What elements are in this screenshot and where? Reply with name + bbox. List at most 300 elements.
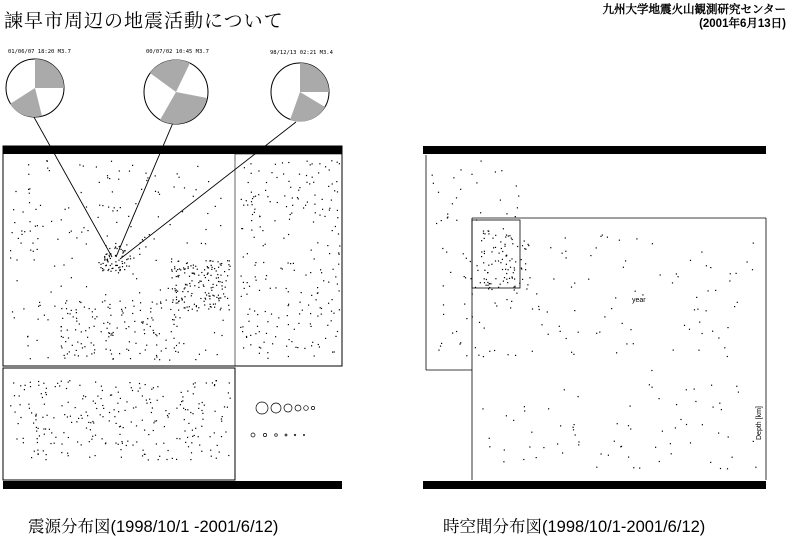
epicenter-dot [720, 468, 721, 469]
epicenter-dot [143, 321, 144, 322]
epicenter-dot [106, 265, 107, 266]
epicenter-dot [181, 392, 182, 393]
epicenter-dot [289, 339, 290, 340]
epicenter-dot [229, 269, 230, 270]
epicenter-dot [171, 331, 172, 332]
epicenter-dot [573, 354, 574, 355]
epicenter-dot [53, 417, 54, 418]
epicenter-dot [70, 416, 71, 417]
epicenter-dot [75, 329, 76, 330]
epicenter-dot [155, 175, 156, 176]
epicenter-dot [214, 332, 215, 333]
epicenter-dot [338, 233, 339, 234]
epicenter-dot [241, 276, 242, 277]
epicenter-dot [83, 395, 84, 396]
epicenter-dot [135, 203, 136, 204]
epicenter-dot [147, 318, 148, 319]
epicenter-dot [45, 459, 46, 460]
epicenter-dot [212, 267, 213, 268]
epicenter-dot [443, 285, 444, 286]
epicenter-dot [159, 359, 160, 360]
epicenter-dot [111, 353, 112, 354]
epicenter-dot [96, 166, 97, 167]
epicenter-dot [133, 407, 134, 408]
epicenter-dot [309, 183, 310, 184]
epicenter-dot [76, 421, 77, 422]
epicenter-dot [18, 238, 19, 239]
epicenter-dot [251, 192, 252, 193]
epicenter-dot [219, 452, 220, 453]
epicenter-dot [47, 161, 48, 162]
epicenter-dot [324, 216, 325, 217]
epicenter-dot [484, 253, 485, 254]
epicenter-dot [339, 245, 340, 246]
epicenter-dot [498, 287, 499, 288]
epicenter-dot [188, 266, 189, 267]
epicenter-dot [250, 335, 251, 336]
epicenter-dot [308, 305, 309, 306]
epicenter-dot [156, 355, 157, 356]
epicenter-dot [184, 296, 185, 297]
epicenter-dot [712, 331, 713, 332]
epicenter-dot [578, 441, 579, 442]
epicenter-dot [38, 428, 39, 429]
epicenter-dot [81, 331, 82, 332]
epicenter-dot [104, 257, 105, 258]
epicenter-dot [543, 447, 544, 448]
epicenter-dot [86, 286, 87, 287]
epicenter-dot [199, 354, 200, 355]
epicenter-dot [713, 407, 714, 408]
epicenter-dot [522, 279, 523, 280]
epicenter-dot [117, 210, 118, 211]
epicenter-dot [144, 430, 145, 431]
epicenter-dot [174, 288, 175, 289]
epicenter-dot [135, 343, 136, 344]
epicenter-dot [191, 442, 192, 443]
epicenter-dot [246, 200, 247, 201]
epicenter-dot [278, 317, 279, 318]
epicenter-dot [481, 256, 482, 257]
epicenter-dot [509, 278, 510, 279]
epicenter-dot [195, 266, 196, 267]
epicenter-dot [160, 303, 161, 304]
epicenter-dot [43, 450, 44, 451]
epicenter-dot [156, 356, 157, 357]
epicenter-dot [311, 326, 312, 327]
epicenter-dot [252, 214, 253, 215]
epicenter-dot [209, 298, 210, 299]
epicenter-dot [124, 321, 125, 322]
epicenter-dot [132, 313, 133, 314]
epicenter-dot [154, 421, 155, 422]
epicenter-dot [194, 274, 195, 275]
epicenter-dot [219, 300, 220, 301]
epicenter-dot [619, 240, 620, 241]
epicenter-dot [300, 302, 301, 303]
epicenter-dot [35, 415, 36, 416]
epicenter-dot [165, 348, 166, 349]
epicenter-dot [249, 286, 250, 287]
epicenter-dot [652, 243, 653, 244]
epicenter-dot [319, 346, 320, 347]
epicenter-dot [195, 428, 196, 429]
epicenter-dot [263, 262, 264, 263]
epicenter-dot [706, 310, 707, 311]
epicenter-dot [636, 238, 637, 239]
epicenter-dot [288, 304, 289, 305]
epicenter-dot [267, 352, 268, 353]
epicenter-dot [525, 263, 526, 264]
epicenter-dot [506, 213, 507, 214]
epicenter-dot [91, 353, 92, 354]
epicenter-dot [514, 286, 515, 287]
epicenter-dot [288, 324, 289, 325]
epicenter-dot [202, 419, 203, 420]
epicenter-dot [83, 227, 84, 228]
epicenter-dot [29, 221, 30, 222]
epicenter-dot [266, 182, 267, 183]
epicenter-dot [193, 393, 194, 394]
epicenter-dot [114, 409, 115, 410]
epicenter-dot [182, 400, 183, 401]
epicenter-dot [88, 422, 89, 423]
epicenter-dot [338, 264, 339, 265]
epicenter-dot [70, 313, 71, 314]
epicenter-dot [307, 202, 308, 203]
epicenter-dot [193, 383, 194, 384]
epicenter-dot [114, 207, 115, 208]
epicenter-dot [81, 343, 82, 344]
epicenter-dot [630, 329, 631, 330]
epicenter-dot [179, 317, 180, 318]
epicenter-dot [39, 302, 40, 303]
epicenter-dot [207, 266, 208, 267]
epicenter-dot [333, 269, 334, 270]
epicenter-dot [95, 403, 96, 404]
epicenter-dot [250, 344, 251, 345]
epicenter-dot [81, 444, 82, 445]
epicenter-dot [91, 342, 92, 343]
epicenter-dot [601, 453, 602, 454]
epicenter-dot [110, 350, 111, 351]
epicenter-dot [539, 309, 540, 310]
epicenter-dot [28, 404, 29, 405]
epicenter-dot [173, 324, 174, 325]
epicenter-dot [265, 311, 266, 312]
epicenter-dot [328, 186, 329, 187]
epicenter-dot [30, 382, 31, 383]
epicenter-dot [91, 439, 92, 440]
epicenter-dot [100, 267, 101, 268]
epicenter-dot [146, 324, 147, 325]
epicenter-dot [10, 257, 11, 258]
epicenter-dot [36, 414, 37, 415]
epicenter-dot [116, 265, 117, 266]
epicenter-dot [23, 211, 24, 212]
epicenter-dot [124, 250, 125, 251]
epicenter-dot [21, 243, 22, 244]
epicenter-dot [65, 341, 66, 342]
epicenter-dot [78, 355, 79, 356]
epicenter-dot [144, 333, 145, 334]
epicenter-dot [672, 282, 673, 283]
epicenter-dot [293, 263, 294, 264]
epicenter-dot [146, 400, 147, 401]
epicenter-dot [177, 173, 178, 174]
epicenter-dot [287, 315, 288, 316]
epicenter-dot [243, 256, 244, 257]
epicenter-dot [574, 310, 575, 311]
epicenter-dot [166, 340, 167, 341]
epicenter-dot [466, 258, 467, 259]
epicenter-dot [120, 426, 121, 427]
epicenter-dot [171, 261, 172, 262]
epicenter-dot [174, 347, 175, 348]
epicenter-dot [259, 331, 260, 332]
epicenter-dot [204, 275, 205, 276]
epicenter-dot [81, 192, 82, 193]
epicenter-dot [110, 265, 111, 266]
epicenter-dot [204, 301, 205, 302]
epicenter-dot [29, 408, 30, 409]
epicenter-dot [146, 180, 147, 181]
epicenter-dot [295, 347, 296, 348]
epicenter-dot [118, 444, 119, 445]
epicenter-dot [524, 406, 525, 407]
epicenter-dot [97, 396, 98, 397]
epicenter-dot [251, 173, 252, 174]
epicenter-dot [43, 428, 44, 429]
epicenter-dot [299, 313, 300, 314]
epicenter-dot [526, 288, 527, 289]
epicenter-dot [633, 343, 634, 344]
epicenter-dot [662, 431, 663, 432]
epicenter-dot [317, 316, 318, 317]
epicenter-dot [184, 302, 185, 303]
epicenter-dot [59, 385, 60, 386]
epicenter-dot [596, 467, 597, 468]
epicenter-dot [194, 285, 195, 286]
epicenter-dot [210, 436, 211, 437]
epicenter-dot [47, 415, 48, 416]
epicenter-dot [217, 445, 218, 446]
epicenter-dot [119, 267, 120, 268]
epicenter-dot [130, 226, 131, 227]
epicenter-dot [241, 199, 242, 200]
epicenter-dot [199, 403, 200, 404]
epicenter-dot [118, 267, 119, 268]
epicenter-dot [214, 432, 215, 433]
epicenter-dot [283, 238, 284, 239]
epicenter-dot [257, 326, 258, 327]
epicenter-dot [209, 295, 210, 296]
epicenter-dot [243, 205, 244, 206]
epicenter-dot [82, 347, 83, 348]
epicenter-dot [220, 198, 221, 199]
epicenter-dot [61, 219, 62, 220]
epicenter-dot [284, 195, 285, 196]
epicenter-dot [266, 275, 267, 276]
epicenter-dot [68, 207, 69, 208]
epicenter-dot [110, 315, 111, 316]
epicenter-dot [109, 178, 110, 179]
epicenter-dot [221, 335, 222, 336]
epicenter-dot [313, 221, 314, 222]
epicenter-dot [516, 185, 517, 186]
epicenter-dot [491, 251, 492, 252]
epicenter-dot [702, 424, 703, 425]
epicenter-dot [524, 240, 525, 241]
epicenter-dot [151, 317, 152, 318]
epicenter-dot [216, 458, 217, 459]
epicenter-dot [80, 302, 81, 303]
epicenter-dot [630, 428, 631, 429]
epicenter-dot [276, 177, 277, 178]
epicenter-dot [221, 263, 222, 264]
epicenter-dot [74, 355, 75, 356]
epicenter-dot [206, 260, 207, 261]
epicenter-dot [696, 297, 697, 298]
epicenter-dot [252, 204, 253, 205]
epicenter-dot [222, 289, 223, 290]
epicenter-dot [102, 205, 103, 206]
epicenter-dot [102, 438, 103, 439]
epicenter-dot [260, 347, 261, 348]
epicenter-dot [690, 260, 691, 261]
epicenter-dot [310, 323, 311, 324]
epicenter-dot [107, 322, 108, 323]
epicenter-dot [83, 166, 84, 167]
epicenter-dot [128, 258, 129, 259]
epicenter-dot [306, 175, 307, 176]
epicenter-dot [182, 396, 183, 397]
epicenter-dot [515, 287, 516, 288]
epicenter-dot [611, 308, 612, 309]
epicenter-dot [51, 292, 52, 293]
epicenter-dot [214, 268, 215, 269]
epicenter-dot [625, 260, 626, 261]
epicenter-dot [565, 237, 566, 238]
epicenter-dot [492, 238, 493, 239]
epicenter-dot [109, 256, 110, 257]
epicenter-dot [61, 452, 62, 453]
epicenter-dot [98, 217, 99, 218]
epicenter-dot [116, 423, 117, 424]
epicenter-dot [710, 462, 711, 463]
epicenter-dot [254, 310, 255, 311]
epicenter-dot [498, 260, 499, 261]
epicenter-dot [177, 276, 178, 277]
epicenter-dot [600, 236, 601, 237]
epicenter-dot [263, 245, 264, 246]
epicenter-dot [571, 287, 572, 288]
epicenter-dot [129, 341, 130, 342]
epicenter-dot [484, 251, 485, 252]
epicenter-dot [329, 208, 330, 209]
epicenter-dot [243, 282, 244, 283]
epicenter-dot [79, 301, 80, 302]
epicenter-dot [208, 308, 209, 309]
epicenter-dot [150, 308, 151, 309]
epicenter-dot [266, 333, 267, 334]
epicenter-dot [107, 259, 108, 260]
focal-mechanism-1 [6, 59, 64, 117]
epicenter-dot [67, 453, 68, 454]
epicenter-dot [103, 263, 104, 264]
epicenter-dot [513, 272, 514, 273]
epicenter-dot [150, 311, 151, 312]
epicenter-dot [185, 284, 186, 285]
epicenter-dot [46, 454, 47, 455]
epicenter-dot [198, 307, 199, 308]
epicenter-dot [136, 278, 137, 279]
epicenter-dot [218, 261, 219, 262]
epicenter-dot [37, 238, 38, 239]
spacetime-caption: 時空間分布図(1998/10/1-2001/6/12) [443, 518, 706, 536]
epicenter-dot [270, 201, 271, 202]
epicenter-dot [229, 309, 230, 310]
epicenter-dot [286, 346, 287, 347]
epicenter-dot [532, 351, 533, 352]
epicenter-dot [145, 246, 146, 247]
epicenter-dot [102, 301, 103, 302]
epicenter-dot [66, 300, 67, 301]
epicenter-dot [118, 272, 119, 273]
epicenter-dot [736, 273, 737, 274]
epicenter-dot [102, 405, 103, 406]
epicenter-dot [560, 425, 561, 426]
epicenter-dot [187, 307, 188, 308]
epicenter-dot [116, 222, 117, 223]
epicenter-dot [180, 404, 181, 405]
epicenter-dot [505, 244, 506, 245]
epicenter-dot [482, 408, 483, 409]
epicenter-dot [197, 310, 198, 311]
epicenter-dot [10, 405, 11, 406]
epicenter-dot [197, 269, 198, 270]
epicenter-dot [697, 309, 698, 310]
epicenter-dot [614, 441, 615, 442]
epicenter-dot [734, 306, 735, 307]
epicenter-dot [94, 352, 95, 353]
epicenter-dot [12, 232, 13, 233]
epicenter-dot [214, 307, 215, 308]
epicenter-dot [328, 303, 329, 304]
epicenter-dot [317, 293, 318, 294]
epicenter-dot [290, 214, 291, 215]
epicenter-dot [655, 447, 656, 448]
epicenter-dot [477, 265, 478, 266]
epicenter-dot [112, 191, 113, 192]
epicenter-dot [438, 350, 439, 351]
epicenter-dot [247, 282, 248, 283]
epicenter-dot [152, 302, 153, 303]
epicenter-dot [604, 316, 605, 317]
epicenter-dot [452, 203, 453, 204]
epicenter-dot [102, 416, 103, 417]
epicenter-dot [93, 401, 94, 402]
epicenter-dot [241, 296, 242, 297]
epicenter-dot [189, 283, 190, 284]
epicenter-dot [145, 173, 146, 174]
mechanism-label-1: 01/06/07 18:20 M3.7 [8, 49, 71, 55]
epicenter-dot [35, 209, 36, 210]
epicenter-dot [550, 247, 551, 248]
epicenter-dot [104, 256, 105, 257]
epicenter-dot [179, 177, 180, 178]
epicenter-dot [302, 310, 303, 311]
